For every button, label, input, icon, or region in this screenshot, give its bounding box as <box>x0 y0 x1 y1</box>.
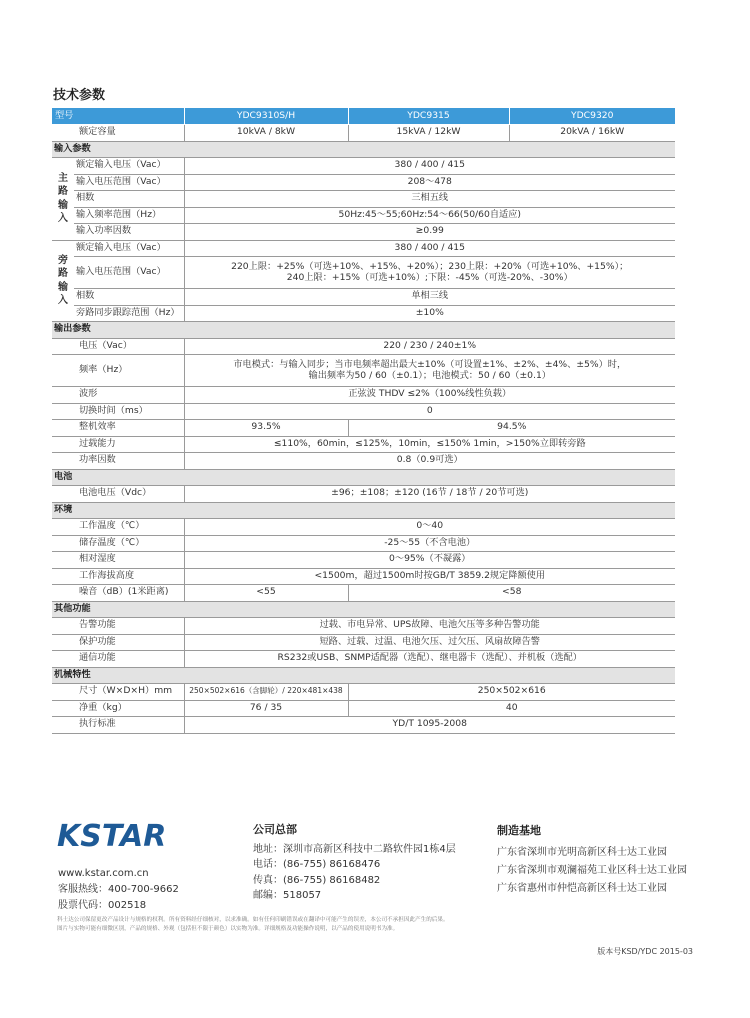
row-value: 76 / 35 <box>184 700 348 717</box>
table-header-row <box>52 108 675 125</box>
table-row <box>52 355 675 387</box>
row-value: ≥0.99 <box>184 224 675 241</box>
section-row <box>52 469 675 486</box>
mfg-site: 广东省深圳市观澜福苑工业区科士达工业园 <box>497 865 687 876</box>
table-row <box>52 651 675 668</box>
table-row <box>52 618 675 635</box>
row-value: 单相三线 <box>184 289 675 306</box>
website-link[interactable]: www.kstar.com.cn <box>58 868 149 879</box>
table-row <box>52 207 675 224</box>
table-row <box>52 535 675 552</box>
row-label: 额定输入电压（Vac） <box>74 158 184 175</box>
value-line: 240上限：+15%（可选+10%）;下限：-45%（可选-20%、-30%） <box>286 271 573 283</box>
row-value: -25～55（不含电池） <box>184 535 675 552</box>
row-label: 输入频率范围（Hz） <box>74 207 184 224</box>
table-row <box>52 453 675 470</box>
hq-fax: 传真：(86-755) 86168482 <box>253 874 381 886</box>
table-row <box>52 224 675 241</box>
row-label: 额定输入电压（Vac） <box>74 240 184 257</box>
row-label: 相对湿度 <box>52 552 184 569</box>
row-value: 0.8（0.9可选） <box>184 453 675 470</box>
row-value: 短路、过载、过温、电池欠压、过欠压、风扇故障告警 <box>184 634 675 651</box>
table-row <box>52 486 675 503</box>
header-model-label: 型号 <box>52 108 184 125</box>
table-row <box>52 717 675 734</box>
table-row <box>52 174 675 191</box>
row-value: 0～40 <box>184 519 675 536</box>
row-value: 250×502×616 <box>348 684 675 701</box>
table-row <box>52 684 675 701</box>
row-value: 93.5% <box>184 420 348 437</box>
section-title: 输入参数 <box>52 141 675 158</box>
hq-title: 公司总部 <box>253 823 297 836</box>
row-value-multiline <box>184 257 675 289</box>
row-value: <1500m，超过1500m时按GB/T 3859.2规定降额使用 <box>184 568 675 585</box>
row-value: 三相五线 <box>184 191 675 208</box>
section-title: 电池 <box>52 469 675 486</box>
row-value: 40 <box>348 700 675 717</box>
row-label: 尺寸（W×D×H）mm <box>52 684 184 701</box>
row-value: 50Hz:45～55;60Hz:54～66(50/60自适应) <box>184 207 675 224</box>
row-label: 频率（Hz） <box>52 355 184 387</box>
row-value: 220 / 230 / 240±1% <box>184 338 675 355</box>
row-value: RS232或USB、SNMP适配器（选配）、继电器卡（选配）、并机板（选配） <box>184 651 675 668</box>
table-row <box>52 338 675 355</box>
table-row <box>52 420 675 437</box>
table-row <box>52 289 675 306</box>
row-label: 功率因数 <box>52 453 184 470</box>
section-row <box>52 601 675 618</box>
row-label: 噪音（dB）(1米距离) <box>52 585 184 602</box>
row-value: 正弦波 THDV ≤2%（100%线性负载） <box>184 387 675 404</box>
table-row <box>52 240 675 257</box>
row-label: 通信功能 <box>52 651 184 668</box>
row-label: 保护功能 <box>52 634 184 651</box>
table-row <box>52 436 675 453</box>
row-value: 250×502×616（含脚轮）/ 220×481×438 <box>184 684 348 701</box>
row-value: 0～95%（不凝露） <box>184 552 675 569</box>
hq-block <box>253 822 456 904</box>
row-value: 0 <box>184 403 675 420</box>
table-row <box>52 125 675 142</box>
table-row <box>52 158 675 175</box>
row-label: 执行标准 <box>52 717 184 734</box>
hq-postcode: 邮编：518057 <box>253 890 322 901</box>
section-row <box>52 502 675 519</box>
table-row <box>52 585 675 602</box>
row-value: ≤110%，60min，≤125%，10min，≤150% 1min，>150%立即转旁路 <box>184 436 675 453</box>
manufacturing-block <box>497 822 687 898</box>
table-row <box>52 519 675 536</box>
table-row <box>52 634 675 651</box>
row-value: 380 / 400 / 415 <box>184 158 675 175</box>
side-label-bypass: 旁路输入 <box>52 240 74 322</box>
row-label: 储存温度（℃） <box>52 535 184 552</box>
table-row <box>52 552 675 569</box>
row-value: 94.5% <box>348 420 675 437</box>
row-label: 告警功能 <box>52 618 184 635</box>
row-value: 10kVA / 8kW <box>184 125 348 142</box>
logo-text: KSTAR <box>57 819 167 852</box>
row-label: 过载能力 <box>52 436 184 453</box>
kstar-logo <box>57 818 187 852</box>
row-label: 相数 <box>74 191 184 208</box>
table-row <box>52 257 675 289</box>
header-model-3: YDC9320 <box>509 108 675 125</box>
section-row <box>52 322 675 339</box>
hotline-text: 客服热线：400-700-9662 <box>58 884 179 895</box>
table-row <box>52 191 675 208</box>
row-value: <58 <box>348 585 675 602</box>
row-value-multiline <box>184 355 675 387</box>
page-title: 技术参数 <box>53 88 106 103</box>
mfg-site: 广东省深圳市光明高新区科士达工业园 <box>497 847 667 858</box>
value-line: 220上限：+25%（可选+10%、+15%、+20%）；230上限：+20%（可选+10%、+15%）； <box>231 260 629 272</box>
row-label: 波形 <box>52 387 184 404</box>
row-label: 净重（kg） <box>52 700 184 717</box>
section-row <box>52 667 675 684</box>
side-label-main: 主路输入 <box>52 158 74 241</box>
section-row <box>52 141 675 158</box>
hq-phone: 电话：(86-755) 86168476 <box>253 859 381 870</box>
table-row <box>52 568 675 585</box>
mfg-site: 广东省惠州市仲恺高新区科士达工业园 <box>497 883 667 894</box>
contact-block <box>58 866 179 914</box>
value-line: 输出频率为50 / 60（±0.1）；电池模式：50 / 60（±0.1） <box>308 369 551 381</box>
row-value: 208～478 <box>184 174 675 191</box>
row-label: 电压（Vac） <box>52 338 184 355</box>
mfg-title: 制造基地 <box>497 824 541 837</box>
table-row <box>52 700 675 717</box>
row-label: 切换时间（ms） <box>52 403 184 420</box>
table-row <box>52 305 675 322</box>
header-model-2: YDC9315 <box>348 108 509 125</box>
row-label: 输入电压范围（Vac） <box>74 174 184 191</box>
row-label: 额定容量 <box>52 125 184 142</box>
table-row <box>52 387 675 404</box>
row-label: 旁路同步跟踪范围（Hz） <box>74 305 184 322</box>
section-title: 机械特性 <box>52 667 675 684</box>
row-value: YD/T 1095-2008 <box>184 717 675 734</box>
disclaimer-line: 图片与实物可能有细微区别，产品的规格、外观（包括但不限于颜色）以实物为准。详细规格及功能操作说明，以产品的使用说明书为准。 <box>57 926 399 932</box>
row-value: <55 <box>184 585 348 602</box>
row-value: ±10% <box>184 305 675 322</box>
row-value: 15kVA / 12kW <box>348 125 509 142</box>
section-title: 环境 <box>52 502 675 519</box>
row-label: 电池电压（Vdc） <box>52 486 184 503</box>
value-line: 市电模式：与输入同步；当市电频率超出最大±10%（可设置±1%、±2%、±4%、±5%）时， <box>233 358 627 370</box>
row-label: 整机效率 <box>52 420 184 437</box>
row-value: ±96；±108；±120 (16节 / 18节 / 20节可选) <box>184 486 675 503</box>
row-value: 过载、市电异常、UPS故障、电池欠压等多种告警功能 <box>184 618 675 635</box>
row-label: 相数 <box>74 289 184 306</box>
hq-address: 地址：深圳市高新区科技中二路软件园1栋4层 <box>253 843 456 855</box>
version-text: 版本号KSD/YDC 2015-03 <box>597 947 693 956</box>
row-value: 380 / 400 / 415 <box>184 240 675 257</box>
section-title: 输出参数 <box>52 322 675 339</box>
header-model-1: YDC9310S/H <box>184 108 348 125</box>
row-label: 输入功率因数 <box>74 224 184 241</box>
row-label: 工作海拔高度 <box>52 568 184 585</box>
disclaimer-line: 科士达公司保留更改产品设计与规格的权利。所有资料经仔细核对，以求准确。如有任何印刷错误或在翻译中可能产生的误差，本公司不承担因此产生的后果。 <box>57 917 449 923</box>
stock-code-text: 股票代码：002518 <box>58 900 147 911</box>
row-label: 输入电压范围（Vac） <box>74 257 184 289</box>
table-row <box>52 403 675 420</box>
row-value: 20kVA / 16kW <box>509 125 675 142</box>
section-title: 其他功能 <box>52 601 675 618</box>
row-label: 工作温度（℃） <box>52 519 184 536</box>
spec-table <box>52 108 675 734</box>
disclaimer <box>57 916 449 934</box>
